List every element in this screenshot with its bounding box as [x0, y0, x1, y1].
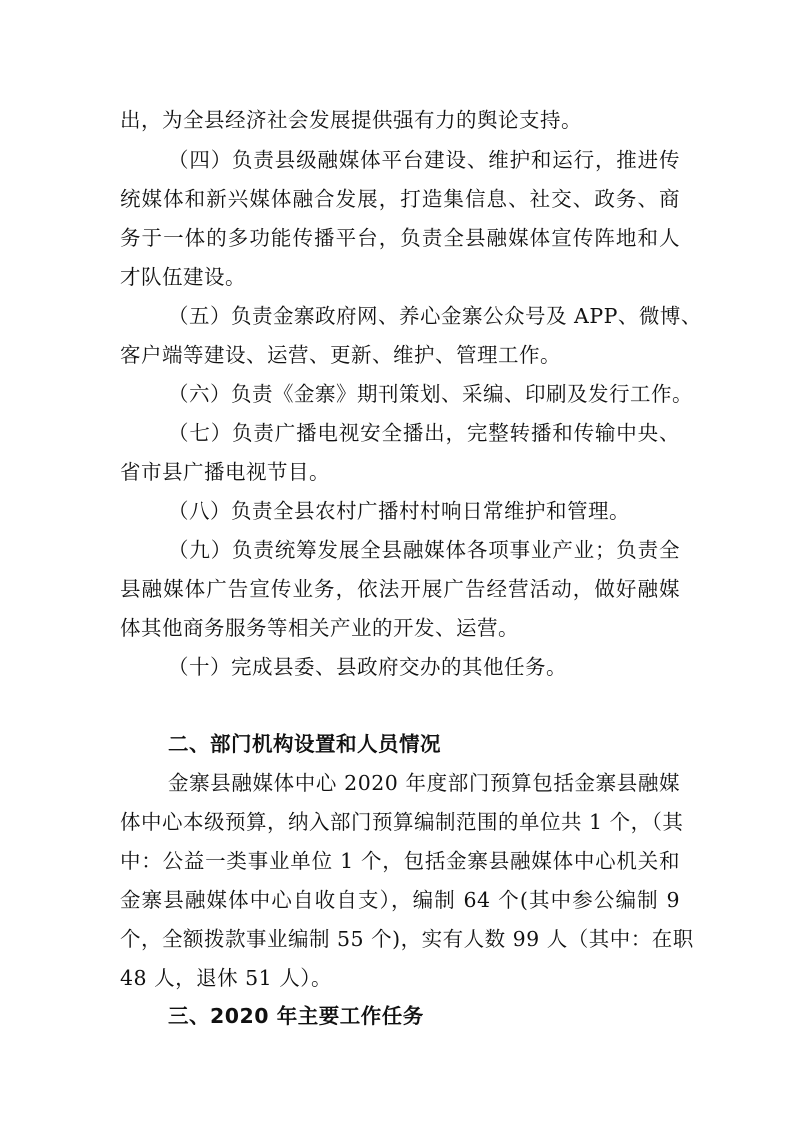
paragraph-line: 金寨县融媒体中心自收自支），编制 64 个(其中参公编制 9	[120, 888, 680, 912]
section-heading: 三、2020 年主要工作任务	[168, 1004, 424, 1028]
paragraph-line: 体其他商务服务等相关产业的开发、运营。	[120, 616, 519, 640]
paragraph-line: 出，为全县经济社会发展提供强有力的舆论支持。	[120, 108, 582, 132]
paragraph-line: 务于一体的多功能传播平台，负责全县融媒体宣传阵地和人	[120, 226, 680, 250]
paragraph-line: 48 人，退休 51 人）。	[120, 966, 332, 990]
paragraph-line: 中：公益一类事业单位 1 个，包括金寨县融媒体中心机关和	[120, 849, 680, 873]
paragraph-line: 个，全额拨款事业编制 55 个)，实有人数 99 人（其中：在职	[120, 927, 694, 951]
section-heading: 二、部门机构设置和人员情况	[168, 732, 441, 756]
paragraph-line: （八）负责全县农村广播村村响日常维护和管理。	[168, 499, 630, 523]
paragraph-line: （七）负责广播电视安全播出，完整转播和传输中央、	[168, 421, 680, 445]
paragraph-line: 统媒体和新兴媒体融合发展，打造集信息、社交、政务、商	[120, 187, 680, 211]
paragraph-line: （六）负责《金寨》期刊策划、采编、印刷及发行工作。	[168, 382, 693, 406]
paragraph-line: 体中心本级预算，纳入部门预算编制范围的单位共 1 个，（其	[120, 810, 684, 834]
paragraph-line: （九）负责统筹发展全县融媒体各项事业产业；负责全	[168, 538, 680, 562]
paragraph-line: 客户端等建设、运营、更新、维护、管理工作。	[120, 343, 561, 367]
paragraph-line: 县融媒体广告宣传业务，依法开展广告经营活动，做好融媒	[120, 577, 680, 601]
paragraph-line: 省市县广播电视节目。	[120, 460, 330, 484]
paragraph-line: 金寨县融媒体中心 2020 年度部门预算包括金寨县融媒	[168, 771, 680, 795]
paragraph-line: （四）负责县级融媒体平台建设、维护和运行，推进传	[168, 148, 680, 172]
paragraph-line: 才队伍建设。	[120, 265, 246, 289]
paragraph-line: （五）负责金寨政府网、养心金寨公众号及 APP、微博、	[168, 304, 702, 328]
paragraph-line: （十）完成县委、县政府交办的其他任务。	[168, 655, 567, 679]
